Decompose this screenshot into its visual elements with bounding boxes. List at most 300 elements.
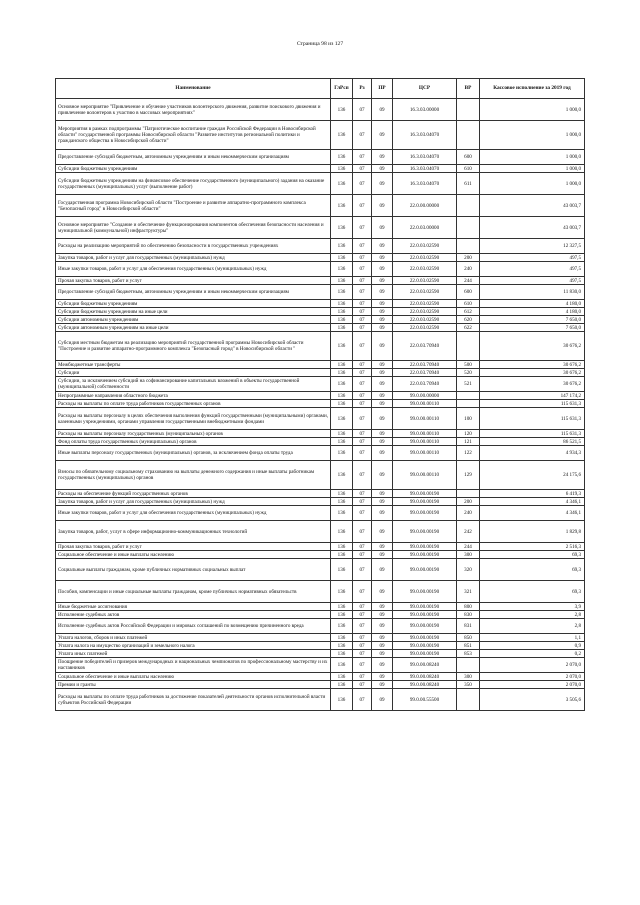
cell-csr: 22.0.03.02590	[393, 308, 457, 316]
cell-rz: 07	[353, 490, 372, 498]
cell-name: Исполнение судебных актов	[56, 611, 331, 619]
cell-name: Субсидии бюджетным учреждениям на финансовое обеспечение государственного (муниципального) задания на оказание государственных (муниципальных) услуг (выполнение работ)	[56, 173, 331, 195]
cell-name: Межбюджетные трансферты	[56, 361, 331, 369]
cell-rz: 07	[353, 195, 372, 217]
cell-execution-amount: 1 000,0	[480, 150, 585, 165]
cell-glrsp: 136	[331, 438, 353, 446]
cell-pr: 09	[372, 285, 393, 300]
cell-glrsp: 136	[331, 619, 353, 634]
cell-csr: 99.0.00.00110	[393, 461, 457, 490]
table-row	[56, 430, 585, 438]
table-row	[56, 603, 585, 611]
cell-vr: 622	[457, 324, 480, 332]
cell-vr	[457, 217, 480, 239]
cell-rz: 07	[353, 239, 372, 254]
cell-glrsp: 136	[331, 254, 353, 262]
cell-vr: 831	[457, 619, 480, 634]
cell-vr: 300	[457, 551, 480, 559]
cell-execution-amount: 30 676,2	[480, 332, 585, 361]
cell-glrsp: 136	[331, 99, 353, 121]
table-row	[56, 400, 585, 408]
cell-vr: 100	[457, 408, 480, 430]
cell-execution-amount: 43 003,7	[480, 195, 585, 217]
table-row	[56, 300, 585, 308]
cell-vr: 200	[457, 254, 480, 262]
cell-glrsp: 136	[331, 217, 353, 239]
cell-rz: 07	[353, 430, 372, 438]
cell-rz: 07	[353, 642, 372, 650]
cell-pr: 09	[372, 611, 393, 619]
cell-glrsp: 136	[331, 658, 353, 673]
cell-csr: 99.0.00.00190	[393, 490, 457, 498]
cell-vr	[457, 658, 480, 673]
cell-glrsp: 136	[331, 408, 353, 430]
cell-pr: 09	[372, 217, 393, 239]
cell-glrsp: 136	[331, 611, 353, 619]
cell-name: Прочая закупка товаров, работ и услуг	[56, 543, 331, 551]
cell-pr: 09	[372, 490, 393, 498]
cell-rz: 07	[353, 658, 372, 673]
cell-name: Основное мероприятие "Создание и обеспечение функционирования компонентов обеспечения безопасности населения и муниципальной (коммунальной) инфраструктуры"	[56, 217, 331, 239]
cell-csr: 22.0.03.02590	[393, 277, 457, 285]
cell-glrsp: 136	[331, 300, 353, 308]
cell-vr	[457, 239, 480, 254]
cell-vr	[457, 332, 480, 361]
cell-name: Непрограммные направления областного бюджета	[56, 392, 331, 400]
table-row	[56, 165, 585, 173]
cell-pr: 09	[372, 173, 393, 195]
table-row	[56, 521, 585, 543]
cell-csr: 22.0.03.00000	[393, 217, 457, 239]
table-row	[56, 506, 585, 521]
cell-pr: 09	[372, 446, 393, 461]
cell-vr: 850	[457, 634, 480, 642]
cell-vr: 242	[457, 521, 480, 543]
cell-csr: 16.3.03.04070	[393, 173, 457, 195]
cell-execution-amount: 1,1	[480, 634, 585, 642]
cell-vr: 520	[457, 369, 480, 377]
cell-glrsp: 136	[331, 559, 353, 581]
cell-execution-amount: 0,9	[480, 642, 585, 650]
cell-name: Иные выплаты персоналу государственных (муниципальных) органов, за исключением фонда оплаты труда	[56, 446, 331, 461]
table-row	[56, 316, 585, 324]
cell-execution-amount: 30 676,2	[480, 377, 585, 392]
cell-pr: 09	[372, 551, 393, 559]
cell-pr: 09	[372, 681, 393, 689]
cell-csr: 16.3.03.04070	[393, 121, 457, 150]
cell-execution-amount: 115 631,3	[480, 400, 585, 408]
cell-name: Расходы на обеспечение функций государственных органов	[56, 490, 331, 498]
cell-execution-amount: 115 631,3	[480, 430, 585, 438]
cell-vr: 600	[457, 150, 480, 165]
cell-vr	[457, 195, 480, 217]
cell-glrsp: 136	[331, 400, 353, 408]
table-row	[56, 195, 585, 217]
cell-glrsp: 136	[331, 277, 353, 285]
cell-csr: 22.0.03.70940	[393, 361, 457, 369]
table-row	[56, 551, 585, 559]
cell-glrsp: 136	[331, 195, 353, 217]
table-row	[56, 619, 585, 634]
table-row	[56, 642, 585, 650]
cell-name: Взносы по обязательному социальному страхованию на выплаты денежного содержания и иные выплаты работникам государственных (муниципальных) органов	[56, 461, 331, 490]
cell-rz: 07	[353, 277, 372, 285]
cell-execution-amount: 4 346,1	[480, 498, 585, 506]
cell-name: Закупка товаров, работ и услуг для государственных (муниципальных) нужд	[56, 254, 331, 262]
cell-vr: 120	[457, 430, 480, 438]
cell-execution-amount: 30 676,2	[480, 369, 585, 377]
cell-rz: 07	[353, 650, 372, 658]
cell-vr: 610	[457, 165, 480, 173]
cell-pr: 09	[372, 603, 393, 611]
cell-csr: 16.3.03.04070	[393, 150, 457, 165]
cell-name: Расходы на выплаты по оплате труда работников государственных органов	[56, 400, 331, 408]
cell-pr: 09	[372, 650, 393, 658]
cell-glrsp: 136	[331, 673, 353, 681]
cell-execution-amount: 2 070,0	[480, 673, 585, 681]
cell-pr: 09	[372, 658, 393, 673]
cell-rz: 07	[353, 377, 372, 392]
cell-glrsp: 136	[331, 121, 353, 150]
table-row	[56, 239, 585, 254]
cell-execution-amount: 1 000,0	[480, 173, 585, 195]
cell-csr: 99.0.00.00000	[393, 392, 457, 400]
table-row	[56, 634, 585, 642]
cell-vr: 200	[457, 498, 480, 506]
cell-execution-amount: 30 676,2	[480, 361, 585, 369]
cell-pr: 09	[372, 619, 393, 634]
cell-csr: 16.3.03.00000	[393, 99, 457, 121]
cell-csr: 99.0.00.00110	[393, 446, 457, 461]
cell-pr: 09	[372, 165, 393, 173]
cell-name: Премии и гранты	[56, 681, 331, 689]
cell-rz: 07	[353, 99, 372, 121]
cell-glrsp: 136	[331, 377, 353, 392]
cell-glrsp: 136	[331, 392, 353, 400]
table-row	[56, 217, 585, 239]
cell-pr: 09	[372, 498, 393, 506]
table-row	[56, 689, 585, 711]
cell-pr: 09	[372, 324, 393, 332]
cell-name: Субсидия местным бюджетам на реализацию мероприятий государственной программы Новосибирской области "Построение и развитие аппаратно-программного комплекса "Безопасный город" в Новосибирской области "	[56, 332, 331, 361]
cell-execution-amount: 4 180,0	[480, 308, 585, 316]
table-row	[56, 150, 585, 165]
cell-name: Фонд оплаты труда государственных (муниципальных) органов	[56, 438, 331, 446]
cell-vr: 320	[457, 559, 480, 581]
cell-csr: 99.0.00.00190	[393, 521, 457, 543]
table-row	[56, 438, 585, 446]
cell-vr	[457, 490, 480, 498]
cell-rz: 07	[353, 446, 372, 461]
cell-execution-amount: 4 180,0	[480, 300, 585, 308]
cell-glrsp: 136	[331, 332, 353, 361]
table-row	[56, 446, 585, 461]
cell-glrsp: 136	[331, 634, 353, 642]
cell-glrsp: 136	[331, 681, 353, 689]
cell-name: Исполнение судебных актов Российской Федерации и мировых соглашений по возмещению причиненного вреда	[56, 619, 331, 634]
cell-pr: 09	[372, 581, 393, 603]
cell-csr: 22.0.03.70940	[393, 369, 457, 377]
table-row	[56, 332, 585, 361]
cell-name: Расходы на выплаты по оплате труда работников за достижение показателей деятельности органов исполнительной власти субъектов Российской Федерации	[56, 689, 331, 711]
cell-pr: 09	[372, 438, 393, 446]
cell-execution-amount: 115 631,3	[480, 408, 585, 430]
cell-name: Расходы на выплаты персоналу в целях обеспечения выполнения функций государственными (муниципальными) органами, казенными учреждениями, органами управления государственными внебюджетными фондами	[56, 408, 331, 430]
cell-execution-amount: 69,3	[480, 551, 585, 559]
table-row	[56, 99, 585, 121]
table-row	[56, 490, 585, 498]
cell-glrsp: 136	[331, 316, 353, 324]
cell-vr	[457, 99, 480, 121]
cell-rz: 07	[353, 392, 372, 400]
cell-csr: 99.0.00.00190	[393, 619, 457, 634]
cell-pr: 09	[372, 634, 393, 642]
cell-vr: 620	[457, 316, 480, 324]
cell-name: Расходы на реализацию мероприятий по обеспечению безопасности в государственных учреждениях	[56, 239, 331, 254]
cell-vr: 500	[457, 361, 480, 369]
cell-rz: 07	[353, 369, 372, 377]
cell-csr: 22.0.03.02590	[393, 324, 457, 332]
table-row	[56, 262, 585, 277]
cell-name: Иные закупки товаров, работ и услуг для обеспечения государственных (муниципальных) нужд	[56, 506, 331, 521]
cell-execution-amount: 2 516,3	[480, 543, 585, 551]
cell-rz: 07	[353, 559, 372, 581]
table-row	[56, 277, 585, 285]
cell-execution-amount: 86 521,5	[480, 438, 585, 446]
cell-name: Субсидии бюджетным учреждениям	[56, 165, 331, 173]
cell-glrsp: 136	[331, 262, 353, 277]
cell-vr: 350	[457, 681, 480, 689]
cell-pr: 09	[372, 506, 393, 521]
cell-rz: 07	[353, 498, 372, 506]
cell-pr: 09	[372, 300, 393, 308]
cell-name: Субсидии автономным учреждениям на иные цели	[56, 324, 331, 332]
table-row	[56, 173, 585, 195]
cell-pr: 09	[372, 559, 393, 581]
cell-rz: 07	[353, 619, 372, 634]
cell-execution-amount: 43 003,7	[480, 217, 585, 239]
cell-csr: 99.0.00.00190	[393, 634, 457, 642]
cell-csr: 99.0.00.00190	[393, 650, 457, 658]
cell-vr: 830	[457, 611, 480, 619]
cell-rz: 07	[353, 361, 372, 369]
cell-name: Социальные выплаты гражданам, кроме публичных нормативных социальных выплат	[56, 559, 331, 581]
cell-rz: 07	[353, 611, 372, 619]
cell-name: Субсидии, за исключением субсидий на софинансирование капитальных вложений в объекты государственной (муниципальной) собственности	[56, 377, 331, 392]
cell-pr: 09	[372, 361, 393, 369]
cell-rz: 07	[353, 438, 372, 446]
cell-rz: 07	[353, 332, 372, 361]
cell-vr: 612	[457, 308, 480, 316]
cell-vr: 121	[457, 438, 480, 446]
cell-execution-amount: 69,3	[480, 581, 585, 603]
cell-csr: 99.0.00.08240	[393, 681, 457, 689]
table-row	[56, 392, 585, 400]
page-number-label: Страница 98 из 127	[296, 41, 344, 47]
cell-rz: 07	[353, 217, 372, 239]
cell-glrsp: 136	[331, 361, 353, 369]
cell-execution-amount: 2 070,0	[480, 681, 585, 689]
table-row	[56, 658, 585, 673]
cell-csr: 99.0.00.00190	[393, 581, 457, 603]
cell-vr: 240	[457, 262, 480, 277]
cell-execution-amount: 7 650,0	[480, 316, 585, 324]
cell-csr: 16.3.03.04070	[393, 165, 457, 173]
cell-name: Прочая закупка товаров, работ и услуг	[56, 277, 331, 285]
cell-glrsp: 136	[331, 239, 353, 254]
table-row	[56, 611, 585, 619]
cell-execution-amount: 24 175,6	[480, 461, 585, 490]
table-row	[56, 581, 585, 603]
cell-rz: 07	[353, 408, 372, 430]
cell-execution-amount: 497,5	[480, 262, 585, 277]
cell-execution-amount: 6 419,3	[480, 490, 585, 498]
cell-name: Закупка товаров, работ, услуг в сфере информационно-коммуникационных технологий	[56, 521, 331, 543]
cell-name: Основное мероприятие "Привлечение и обучение участников волонтерского движения, развитие поискового движения и привлечение волонтеров к участию в массовых мероприятиях"	[56, 99, 331, 121]
table-row	[56, 498, 585, 506]
cell-execution-amount: 12 327,5	[480, 239, 585, 254]
table-row	[56, 408, 585, 430]
cell-glrsp: 136	[331, 461, 353, 490]
cell-rz: 07	[353, 521, 372, 543]
cell-name: Пособия, компенсации и иные социальные выплаты гражданам, кроме публичных нормативных обязательств	[56, 581, 331, 603]
cell-rz: 07	[353, 634, 372, 642]
cell-execution-amount: 2,8	[480, 619, 585, 634]
cell-csr: 99.0.00.00190	[393, 642, 457, 650]
cell-csr: 99.0.00.08240	[393, 658, 457, 673]
cell-vr	[457, 689, 480, 711]
cell-glrsp: 136	[331, 150, 353, 165]
cell-pr: 09	[372, 377, 393, 392]
cell-name: Субсидии автономным учреждениям	[56, 316, 331, 324]
cell-rz: 07	[353, 506, 372, 521]
cell-vr: 129	[457, 461, 480, 490]
cell-glrsp: 136	[331, 551, 353, 559]
cell-vr: 300	[457, 673, 480, 681]
table-row	[56, 121, 585, 150]
cell-pr: 09	[372, 430, 393, 438]
cell-glrsp: 136	[331, 324, 353, 332]
cell-csr: 22.0.03.70940	[393, 377, 457, 392]
cell-pr: 09	[372, 262, 393, 277]
cell-vr: 521	[457, 377, 480, 392]
cell-name: Субсидии	[56, 369, 331, 377]
header-vr: ВР	[457, 79, 480, 99]
cell-rz: 07	[353, 461, 372, 490]
cell-name: Иные бюджетные ассигнования	[56, 603, 331, 611]
cell-csr: 99.0.00.00190	[393, 543, 457, 551]
cell-rz: 07	[353, 681, 372, 689]
cell-pr: 09	[372, 392, 393, 400]
cell-rz: 07	[353, 543, 372, 551]
table-header-row	[56, 79, 585, 99]
table-row	[56, 369, 585, 377]
cell-execution-amount: 2 070,0	[480, 658, 585, 673]
cell-csr: 99.0.00.08240	[393, 673, 457, 681]
cell-csr: 22.0.03.02590	[393, 300, 457, 308]
header-rz: Рз	[353, 79, 372, 99]
cell-rz: 07	[353, 689, 372, 711]
cell-csr: 22.0.03.70940	[393, 332, 457, 361]
cell-glrsp: 136	[331, 543, 353, 551]
cell-pr: 09	[372, 673, 393, 681]
header-glrsp: ГлРсп	[331, 79, 353, 99]
cell-pr: 09	[372, 332, 393, 361]
cell-name: Расходы на выплаты персоналу государственных (муниципальных) органов	[56, 430, 331, 438]
cell-pr: 09	[372, 400, 393, 408]
cell-name: Социальное обеспечение и иные выплаты населению	[56, 673, 331, 681]
cell-execution-amount: 3 505,6	[480, 689, 585, 711]
cell-name: Государственная программа Новосибирской области "Построение и развитие аппаратно-программного комплекса "Безопасный город" в Новосибирской области"	[56, 195, 331, 217]
cell-name: Уплата налога на имущество организаций и земельного налога	[56, 642, 331, 650]
cell-rz: 07	[353, 581, 372, 603]
cell-glrsp: 136	[331, 506, 353, 521]
cell-csr: 22.0.03.02590	[393, 285, 457, 300]
cell-vr: 600	[457, 285, 480, 300]
cell-name: Иные закупки товаров, работ и услуг для обеспечения государственных (муниципальных) нужд	[56, 262, 331, 277]
cell-rz: 07	[353, 173, 372, 195]
table-row	[56, 673, 585, 681]
cell-pr: 09	[372, 277, 393, 285]
cell-vr: 853	[457, 650, 480, 658]
cell-pr: 09	[372, 642, 393, 650]
cell-glrsp: 136	[331, 490, 353, 498]
cell-csr: 22.0.03.02590	[393, 254, 457, 262]
cell-glrsp: 136	[331, 285, 353, 300]
cell-glrsp: 136	[331, 581, 353, 603]
cell-rz: 07	[353, 254, 372, 262]
cell-glrsp: 136	[331, 165, 353, 173]
cell-name: Поощрение победителей и призеров международных и национальных чемпионатов по профессиональному мастерству и их наставников	[56, 658, 331, 673]
cell-glrsp: 136	[331, 689, 353, 711]
cell-glrsp: 136	[331, 430, 353, 438]
cell-glrsp: 136	[331, 642, 353, 650]
cell-csr: 22.0.03.02590	[393, 262, 457, 277]
header-execution-2019: Кассовое исполнение за 2019 год	[480, 79, 585, 99]
cell-execution-amount: 497,5	[480, 277, 585, 285]
cell-vr: 851	[457, 642, 480, 650]
cell-vr: 611	[457, 173, 480, 195]
table-row	[56, 681, 585, 689]
table-row	[56, 361, 585, 369]
cell-rz: 07	[353, 121, 372, 150]
cell-csr: 99.0.00.00110	[393, 400, 457, 408]
cell-rz: 07	[353, 324, 372, 332]
cell-vr: 122	[457, 446, 480, 461]
cell-pr: 09	[372, 150, 393, 165]
cell-csr: 22.0.00.00000	[393, 195, 457, 217]
cell-csr: 99.0.00.00190	[393, 559, 457, 581]
table-row	[56, 308, 585, 316]
cell-execution-amount: 497,5	[480, 254, 585, 262]
cell-pr: 09	[372, 689, 393, 711]
cell-pr: 09	[372, 543, 393, 551]
cell-rz: 07	[353, 285, 372, 300]
header-name: Наименование	[56, 79, 331, 99]
cell-pr: 09	[372, 316, 393, 324]
header-pr: ПР	[372, 79, 393, 99]
cell-csr: 99.0.00.00190	[393, 611, 457, 619]
cell-pr: 09	[372, 239, 393, 254]
cell-execution-amount: 69,3	[480, 559, 585, 581]
cell-glrsp: 136	[331, 603, 353, 611]
cell-csr: 99.0.00.00190	[393, 551, 457, 559]
cell-name: Мероприятия в рамках подпрограммы "Патриотическое воспитание граждан Российской Федерации в Новосибирской области" государственной программы Новосибирской области "Развитие институтов региональной политики и гражданского общества в Новосибирской области"	[56, 121, 331, 150]
cell-execution-amount: 1 000,0	[480, 99, 585, 121]
cell-csr: 99.0.00.00190	[393, 603, 457, 611]
cell-pr: 09	[372, 99, 393, 121]
cell-glrsp: 136	[331, 446, 353, 461]
